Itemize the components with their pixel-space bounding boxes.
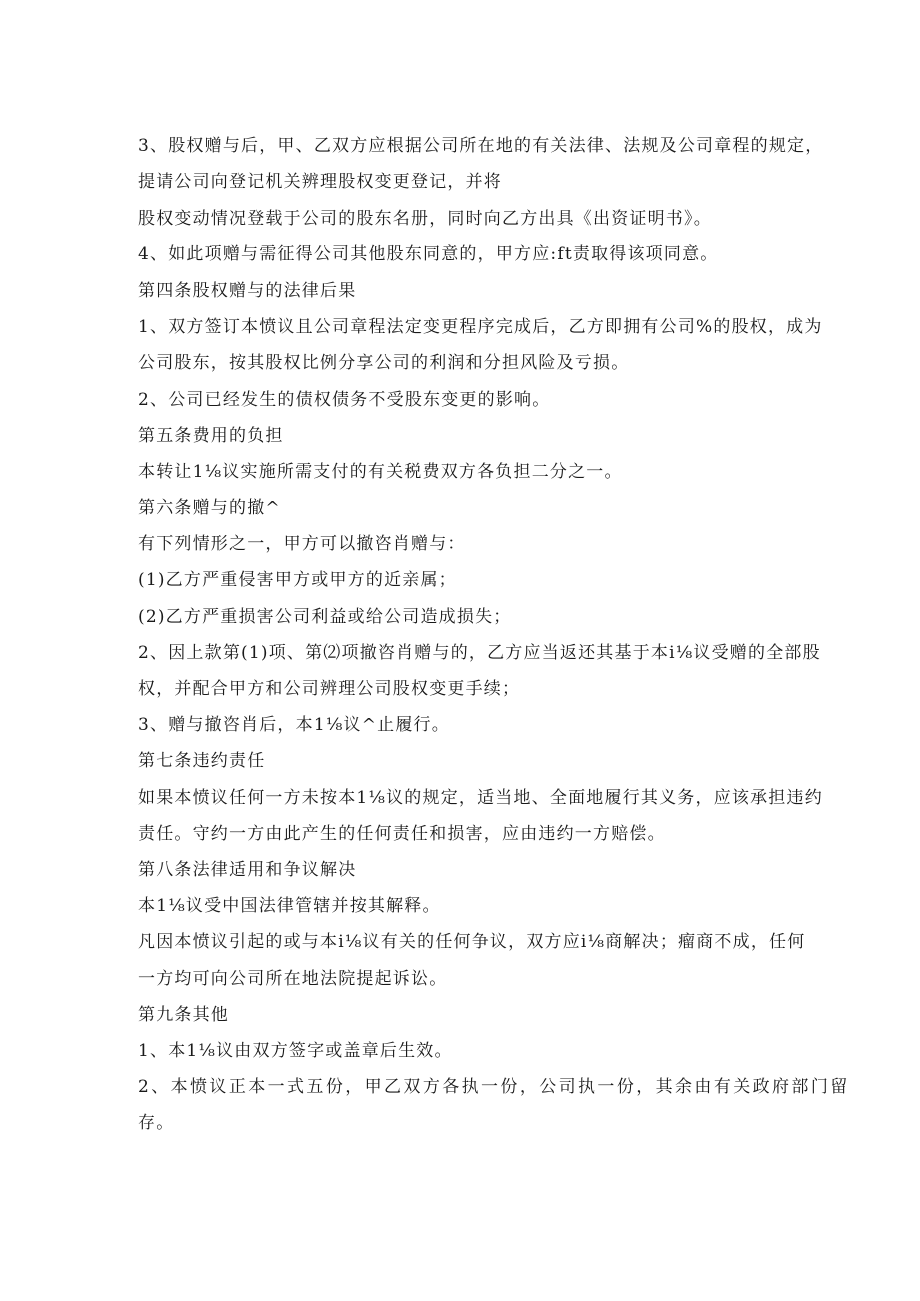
section-heading-article9: 第九条其他: [138, 1005, 229, 1025]
section-heading-article5: 第五条费用的负担: [138, 426, 284, 446]
text-line-article4-2: 2、公司已经发生的债权债务不受股东变更的影响。: [138, 390, 551, 410]
text-line-article7-cont: 责任。守约一方由此产生的任何责任和损害，应由违约一方赔偿。: [138, 824, 666, 844]
text-line-article9-2: 2、本愤议正本一式五份，甲乙双方各执一份，公司执一份，其余由有关政府部门留: [138, 1077, 850, 1097]
text-line-article9-2-cont: 存。: [138, 1113, 175, 1133]
text-line-article4-1: 1、双方签订本愤议且公司章程法定变更程序完成后，乙方即拥有公司%的股权，成为: [138, 317, 823, 337]
text-line-article7: 如果本愤议任何一方未按本1⅛议的规定，适当地、全面地履行其义务，应该承担违约: [138, 788, 823, 808]
text-line-clause3-3: 3、股权赠与后，甲、乙双方应根据公司所在地的有关法律、法规及公司章程的规定，: [138, 136, 824, 156]
text-line-article4-1-cont: 公司股东，按其股权比例分享公司的利润和分担风险及亏损。: [138, 353, 630, 373]
text-line-article8-2-cont: 一方均可向公司所在地法院提起诉讼。: [138, 969, 448, 989]
section-heading-article8: 第八条法律适用和争议解决: [138, 860, 357, 880]
section-heading-article6: 第六条赠与的撤^: [138, 498, 281, 518]
text-line-clause3-4: 4、如此项赠与需征得公司其他股东同意的，甲方应:ft责取得该项同意。: [138, 244, 719, 264]
text-line-article8-1: 本1⅛议受中国法律管辖并按其解释。: [138, 896, 441, 916]
text-line-article6-item2: (2)乙方严重损害公司利益或给公司造成损失；: [138, 607, 512, 627]
text-line-article5: 本转让1⅛议实施所需支付的有关税费双方各负担二分之一。: [138, 462, 623, 482]
text-line-article6-2: 2、因上款第(1)项、第⑵项撤咨肖赠与的，乙方应当返还其基于本i⅛议受赠的全部股: [138, 643, 821, 663]
section-heading-article4: 第四条股权赠与的法律后果: [138, 281, 357, 301]
text-line-article9-1: 1、本1⅛议由双方签字或盖章后生效。: [138, 1041, 453, 1061]
text-line-clause3-3-cont: 提请公司向登记机关辨理股权变更登记，并将: [138, 172, 502, 192]
text-line-article6-intro: 有下列情形之一，甲方可以撤咨肖赠与：: [138, 534, 466, 554]
text-line-article8-2: 凡因本愤议引起的或与本i⅛议有关的任何争议，双方应i⅛商解决；瘤商不成，任何: [138, 932, 806, 952]
text-line-article6-2-cont: 权，并配合甲方和公司辨理公司股权变更手续；: [138, 679, 521, 699]
text-line-article6-item1: (1)乙方严重侵害甲方或甲方的近亲属；: [138, 570, 457, 590]
text-line-article6-3: 3、赠与撤咨肖后，本1⅛议^止履行。: [138, 715, 450, 735]
section-heading-article7: 第七条违约责任: [138, 751, 266, 771]
text-line-clause3-3-cont2: 股权变动情况登载于公司的股东名册，同时向乙方出具《出资证明书》。: [138, 209, 712, 229]
